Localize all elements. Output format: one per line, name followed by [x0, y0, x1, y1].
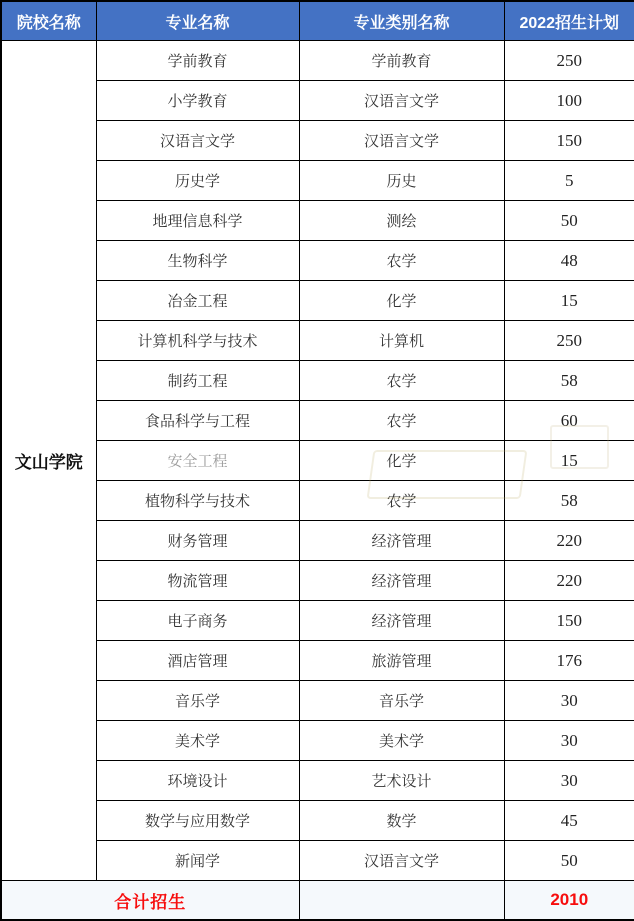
category-cell: 测绘	[299, 201, 504, 241]
category-cell: 艺术设计	[299, 761, 504, 801]
major-cell: 地理信息科学	[96, 201, 299, 241]
major-cell: 电子商务	[96, 601, 299, 641]
table-row	[1, 801, 634, 841]
major-cell: 冶金工程	[96, 281, 299, 321]
major-cell: 酒店管理	[96, 641, 299, 681]
major-cell: 数学与应用数学	[96, 801, 299, 841]
table-row	[1, 481, 634, 521]
major-cell: 制药工程	[96, 361, 299, 401]
footer-row	[1, 881, 634, 921]
category-cell: 汉语言文学	[299, 81, 504, 121]
table-row	[1, 721, 634, 761]
table-row	[1, 761, 634, 801]
table-row	[1, 601, 634, 641]
major-cell: 美术学	[96, 721, 299, 761]
plan-cell: 48	[504, 241, 634, 281]
plan-cell: 176	[504, 641, 634, 681]
table-row	[1, 81, 634, 121]
table-row	[1, 321, 634, 361]
plan-cell: 60	[504, 401, 634, 441]
category-cell: 化学	[299, 281, 504, 321]
category-cell: 农学	[299, 361, 504, 401]
major-cell: 历史学	[96, 161, 299, 201]
header-cell-category: 专业类别名称	[299, 1, 504, 41]
header-row	[1, 1, 634, 41]
major-cell: 小学教育	[96, 81, 299, 121]
table-row	[1, 201, 634, 241]
major-cell: 音乐学	[96, 681, 299, 721]
category-cell: 化学	[299, 441, 504, 481]
plan-cell: 220	[504, 561, 634, 601]
major-cell: 物流管理	[96, 561, 299, 601]
plan-cell: 30	[504, 761, 634, 801]
category-cell: 经济管理	[299, 561, 504, 601]
plan-cell: 15	[504, 441, 634, 481]
plan-cell: 15	[504, 281, 634, 321]
category-cell: 农学	[299, 481, 504, 521]
category-cell: 数学	[299, 801, 504, 841]
header-cell-institution: 院校名称	[1, 1, 96, 41]
college-name-cell: 文山学院	[1, 41, 96, 881]
table-row	[1, 441, 634, 481]
table-row	[1, 161, 634, 201]
major-cell: 计算机科学与技术	[96, 321, 299, 361]
category-cell: 经济管理	[299, 521, 504, 561]
category-cell: 美术学	[299, 721, 504, 761]
major-cell: 新闻学	[96, 841, 299, 881]
major-cell: 环境设计	[96, 761, 299, 801]
total-label: 合计招生	[1, 881, 299, 921]
category-cell: 农学	[299, 401, 504, 441]
plan-cell: 45	[504, 801, 634, 841]
category-cell: 汉语言文学	[299, 841, 504, 881]
table-row	[1, 241, 634, 281]
table-row	[1, 681, 634, 721]
table-row	[1, 521, 634, 561]
major-cell: 学前教育	[96, 41, 299, 81]
category-cell: 历史	[299, 161, 504, 201]
table-row	[1, 281, 634, 321]
category-cell: 音乐学	[299, 681, 504, 721]
table-row	[1, 641, 634, 681]
plan-cell: 58	[504, 361, 634, 401]
table-row	[1, 361, 634, 401]
table-row	[1, 561, 634, 601]
category-cell: 计算机	[299, 321, 504, 361]
plan-cell: 30	[504, 721, 634, 761]
footer-category-blank	[299, 881, 504, 921]
header-cell-major: 专业名称	[96, 1, 299, 41]
major-cell: 汉语言文学	[96, 121, 299, 161]
plan-cell: 5	[504, 161, 634, 201]
plan-cell: 50	[504, 841, 634, 881]
category-cell: 学前教育	[299, 41, 504, 81]
category-cell: 经济管理	[299, 601, 504, 641]
plan-cell: 30	[504, 681, 634, 721]
plan-cell: 220	[504, 521, 634, 561]
table-row	[1, 121, 634, 161]
table-row	[1, 41, 634, 81]
major-cell: 生物科学	[96, 241, 299, 281]
major-cell: 财务管理	[96, 521, 299, 561]
category-cell: 农学	[299, 241, 504, 281]
plan-cell: 100	[504, 81, 634, 121]
plan-cell: 150	[504, 601, 634, 641]
category-cell: 旅游管理	[299, 641, 504, 681]
plan-cell: 150	[504, 121, 634, 161]
plan-cell: 250	[504, 41, 634, 81]
major-cell: 植物科学与技术	[96, 481, 299, 521]
plan-cell: 250	[504, 321, 634, 361]
header-cell-plan: 2022招生计划	[504, 1, 634, 41]
major-cell: 食品科学与工程	[96, 401, 299, 441]
table-row	[1, 401, 634, 441]
total-value: 2010	[504, 881, 634, 921]
plan-cell: 58	[504, 481, 634, 521]
category-cell: 汉语言文学	[299, 121, 504, 161]
table-header	[1, 1, 634, 41]
table-row	[1, 841, 634, 881]
table-body	[1, 41, 634, 881]
table-footer	[1, 881, 634, 921]
major-cell: 安全工程	[96, 441, 299, 481]
plan-cell: 50	[504, 201, 634, 241]
